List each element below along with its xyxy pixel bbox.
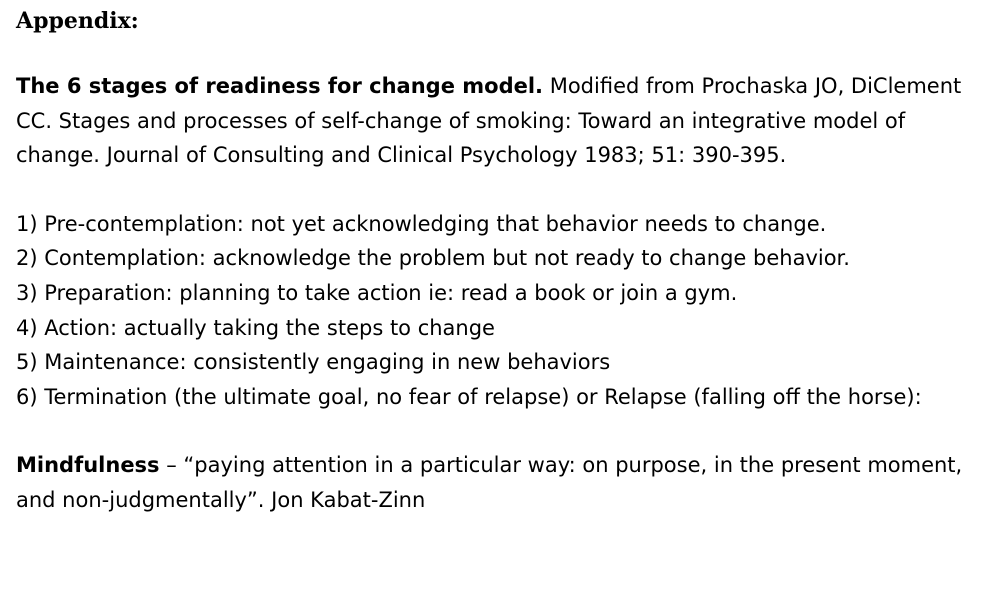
stage-item: 3) Preparation: planning to take action ie: read a book or join a gym.: [16, 280, 738, 305]
mindfulness-term: Mindfulness: [16, 453, 160, 478]
stage-item: 5) Maintenance: consistently engaging in new behaviors: [16, 350, 611, 375]
reference-paragraph: [16, 69, 986, 173]
document-page: [16, 0, 986, 518]
mindfulness-definition: – “paying attention in a particular way: on purpose, in the present moment, and non-judgmentally”. Jon Kabat-Zinn: [16, 453, 963, 512]
stage-item: 2) Contemplation: acknowledge the problem but not ready to change behavior.: [16, 246, 850, 271]
stages-list: [16, 207, 986, 415]
stage-item: 1) Pre-contemplation: not yet acknowledging that behavior needs to change.: [16, 211, 827, 236]
stage-item: 6) Termination (the ultimate goal, no fear of relapse) or Relapse (falling off the horse):: [16, 384, 922, 409]
mindfulness-paragraph: [16, 448, 986, 517]
stage-item: 4) Action: actually taking the steps to change: [16, 315, 495, 340]
appendix-heading: Appendix:: [16, 8, 139, 34]
reference-citation: Modified from Prochaska JO, DiClement CC. Stages and processes of self-change of smoking: Toward an integrative model of change. Journal of Consulting and Clinical Psychology 1983; 51: 390-395.: [16, 74, 962, 168]
reference-title: The 6 stages of readiness for change model.: [16, 74, 544, 98]
